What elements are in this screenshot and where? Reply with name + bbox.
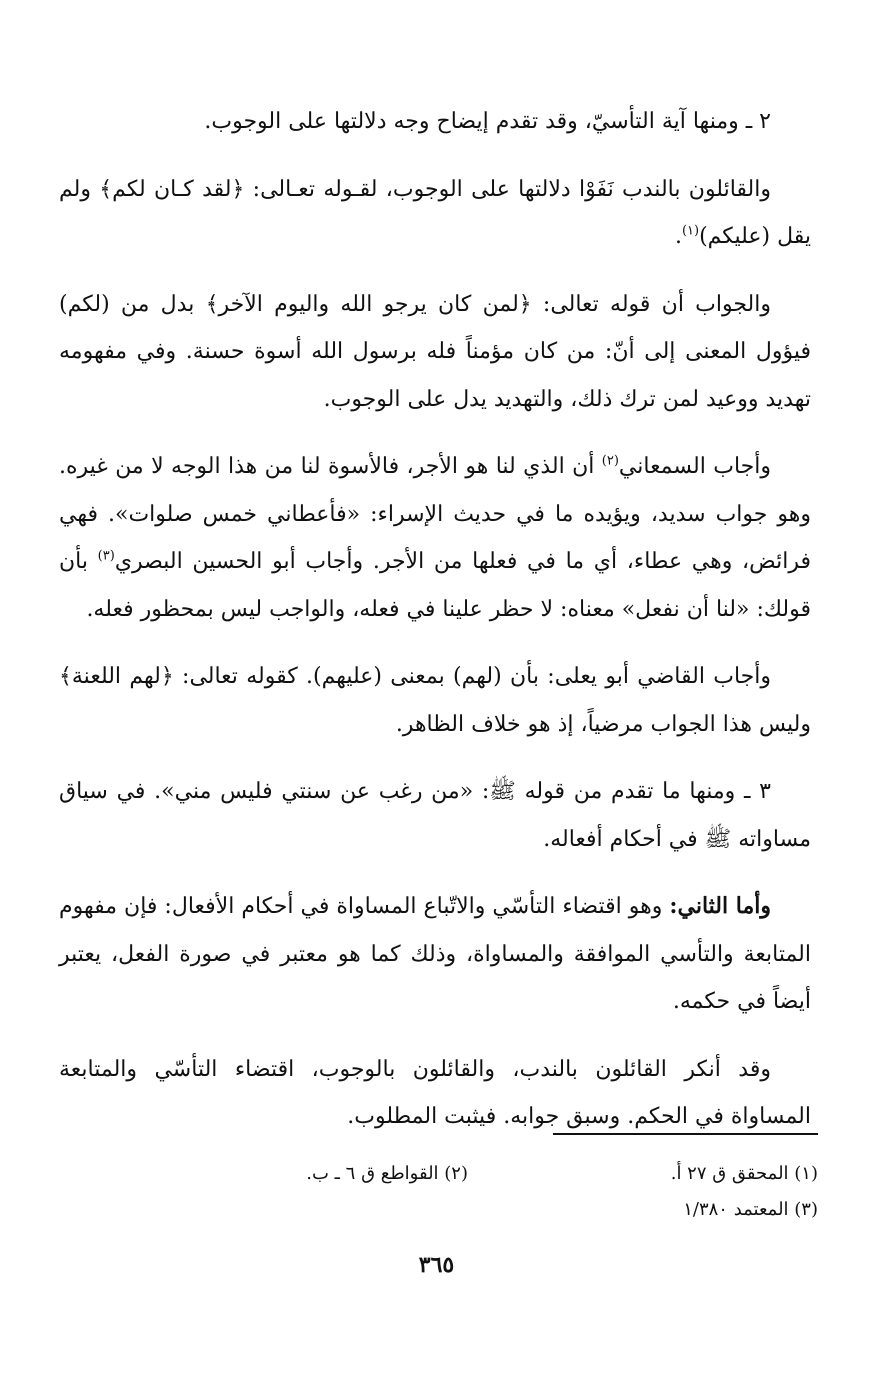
footnote-ref-2[interactable]: (٢): [601, 453, 619, 469]
paragraph-7-text: وهو اقتضاء التأسّي والاتّباع المساواة في أحكام الأفعال: فإن مفهوم المتابعة والتأسي الموافقة والمساواة، وذلك كما هو معتبر في صورة الفعل، يعتبر أيضاً في حكمه.: [59, 894, 811, 1014]
paragraph-2: [59, 166, 811, 261]
footnote-ref-1[interactable]: (١): [681, 223, 700, 239]
footnote-row-2: [118, 1192, 818, 1228]
paragraph-8-text: وقد أنكر القائلون بالندب، والقائلون بالوجوب، اقتضاء التأسّي والمتابعة المساواة في الحكم. وسبق جوابه. فيثبت المطلوب.: [59, 1056, 811, 1129]
paragraph-1: [59, 98, 811, 146]
paragraph-3: [59, 281, 811, 424]
main-text: [59, 98, 811, 1161]
footnote-ref-3[interactable]: (٣): [97, 548, 115, 564]
paragraph-2-text: والقائلون بالندب نَفَوْا دلالتها على الوجوب، لقـوله تعـالى: ﴿لقد كـان لكم﴾ ولم يقل (عليكم): [59, 176, 811, 249]
footnote-1: (١) المحقق ق ٢٧ أ.: [670, 1163, 818, 1184]
paragraph-5-text: وأجاب القاضي أبو يعلى: بأن (لهم) بمعنى (عليهم). كقوله تعالى: ﴿لهم اللعنة﴾ وليس هذا الجواب مرضياً، إذ هو خلاف الظاهر.: [59, 664, 811, 737]
page-number: ٣٦٥: [418, 1252, 455, 1278]
paragraph-5: [59, 653, 811, 748]
paragraph-2-tail: .: [674, 224, 682, 249]
paragraph-6-text: ٣ ـ ومنها ما تقدم من قوله ﷺ: «من رغب عن سنتي فليس مني». في سياق مساواته ﷺ في أحكام أفعاله.: [59, 779, 811, 852]
paragraph-8: [59, 1046, 811, 1141]
paragraph-7: [59, 883, 811, 1026]
paragraph-4-text: وأجاب السمعاني: [618, 454, 771, 479]
paragraph-6: [59, 768, 811, 863]
paragraph-4-tail-2: بأن قولك: «لنا أن نفعل» معناه: لا حظر علينا في فعله، والواجب ليس بمحظور فعله.: [59, 549, 811, 622]
footnote-3: (٣) المعتمد ١/٣٨٠: [683, 1199, 818, 1220]
footnotes: [118, 1156, 818, 1228]
paragraph-1-text: ٢ ـ ومنها آية التأسيّ، وقد تقدم إيضاح وجه دلالتها على الوجوب.: [204, 109, 771, 134]
footnote-separator: [553, 1133, 818, 1135]
footnote-2: (٢) القواطع ق ٦ ـ ب.: [306, 1163, 468, 1184]
footnote-row-1: [118, 1156, 818, 1192]
paragraph-4-tail: أن الذي لنا هو الأجر، فالأسوة لنا من هذا الوجه لا من غيره. وهو جواب سديد، ويؤيده ما في حديث الإسراء: «فأعطاني خمس صلوات». فهي فرائض، وهي عطاء، أي ما في فعلها من الأجر. وأجاب أبو الحسين البصري: [59, 454, 811, 574]
paragraph-4: [59, 443, 811, 633]
paragraph-3-text: والجواب أن قوله تعالى: ﴿لمن كان يرجو الله واليوم الآخر﴾ بدل من (لكم) فيؤول المعنى إلى أنّ: من كان مؤمناً فله برسول الله أسوة حسنة. وفي مفهومه تهديد ووعيد لمن ترك ذلك، والتهديد يدل على الوجوب.: [59, 291, 811, 412]
paragraph-7-lead: وأما الثاني:: [669, 893, 771, 919]
